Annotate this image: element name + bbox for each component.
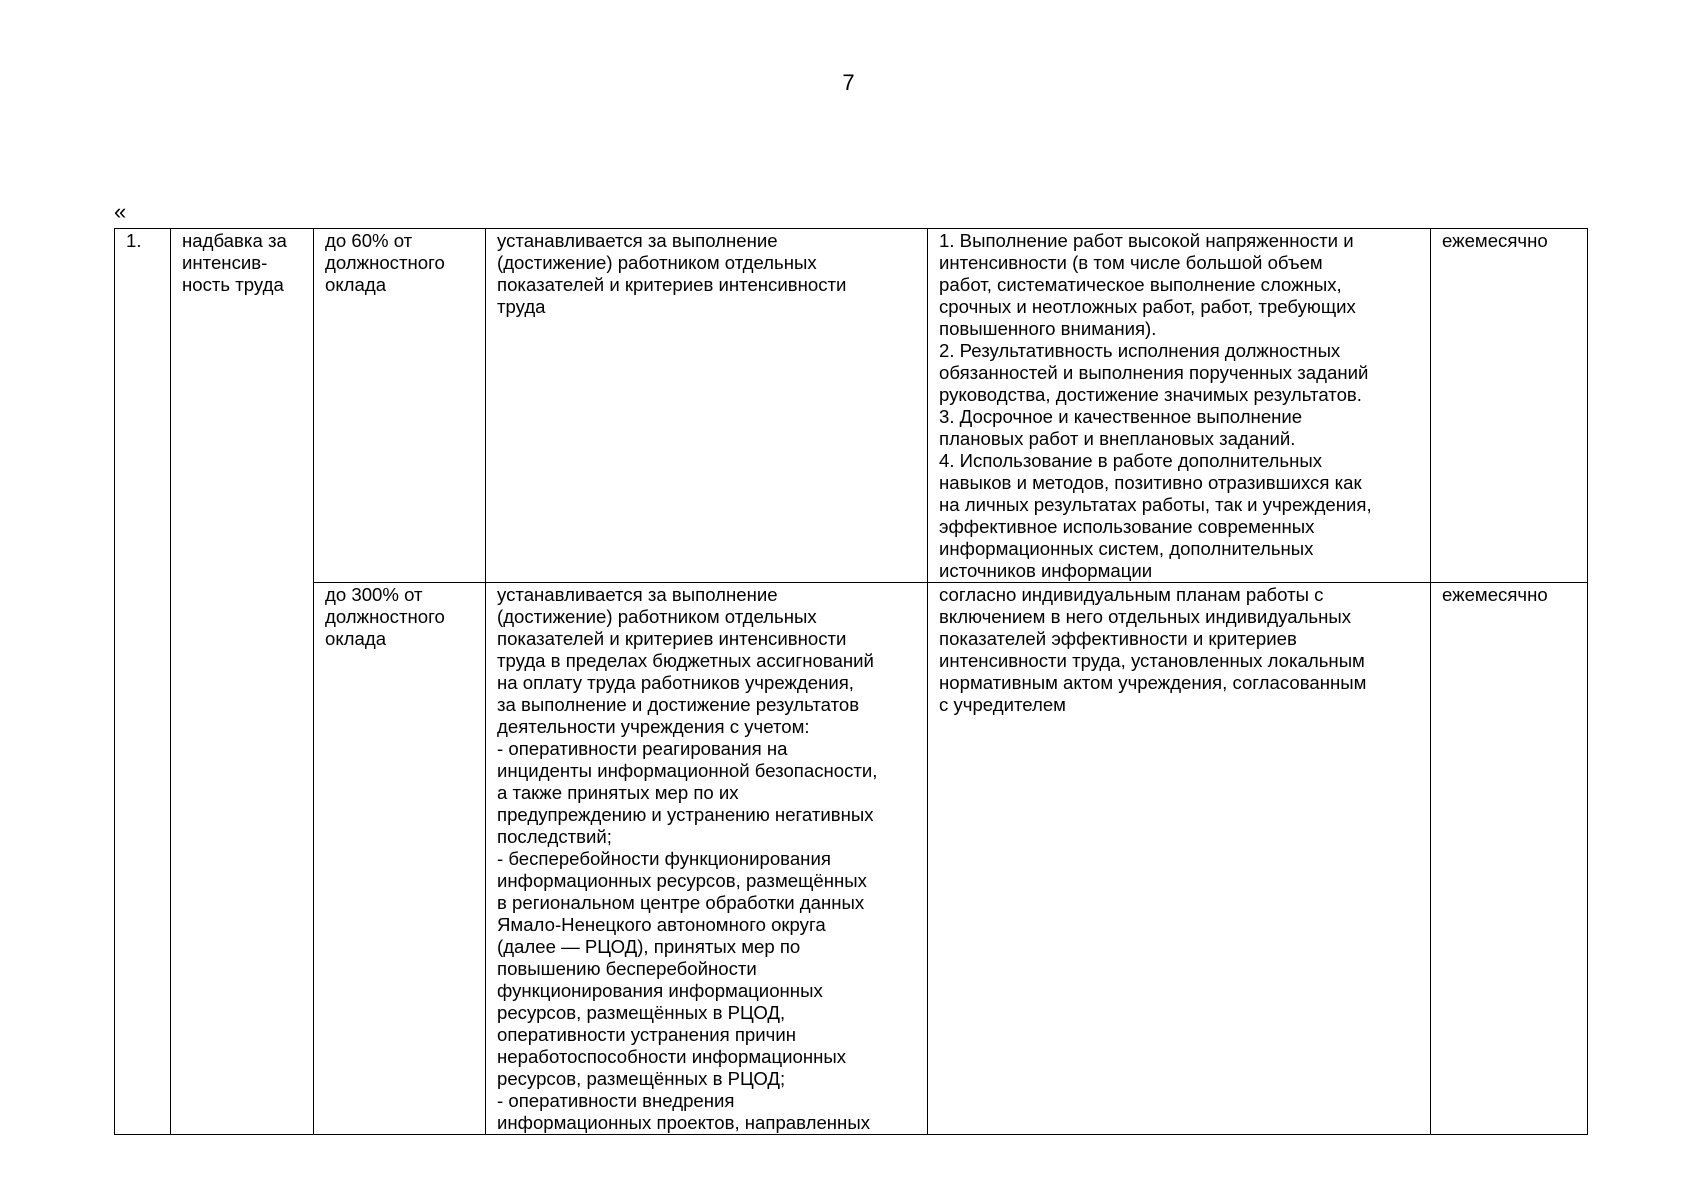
frequency-text: ежемесячно [1442,230,1548,251]
criteria-cell [928,229,1431,583]
row-number: 1. [126,230,142,251]
row-number-cell [115,229,171,1135]
allowance-table [114,228,1588,1135]
amount-text: до 300% от должностного оклада [325,584,445,649]
frequency-cell [1431,583,1588,1135]
amount-cell [314,583,486,1135]
allowance-name-cell [171,229,314,1135]
page-number: 7 [842,70,855,95]
amount-text: до 60% от должностного оклада [325,230,445,295]
criteria-cell [928,583,1431,1135]
table-row [115,583,1588,1135]
basis-cell [486,583,928,1135]
frequency-text: ежемесячно [1442,584,1548,605]
criteria-text: 1. Выполнение работ высокой напряженности и интенсивности (в том числе большой объем работ, систематическое выполнение сложных, срочных и неотложных работ, работ, требующих повышенного внимания). 2. Результативность исполнения должностных обязанностей и выполнения порученных заданий руководства, достижение значимых результатов. 3. Досрочное и качественное выполнение плановых работ и внеплановых заданий. 4. Использование в работе дополнительных навыков и методов, позитивно отразившихся как на личных результатах работы, так и учреждения, эффективное использование современных информационных систем, дополнительных источников информации [939,230,1372,581]
table-row [115,229,1588,583]
basis-cell [486,229,928,583]
frequency-cell [1431,229,1588,583]
basis-text: устанавливается за выполнение (достижение) работником отдельных показателей и критериев интенсивности труда в пределах бюджетных ассигнований на оплату труда работников учреждения, за выполнение и достижение результатов деятельности учреждения с учетом: - оперативности реагирования на инциденты информационной безопасности, а также принятых мер по их предупреждению и устранению негативных последствий; - бесперебойности функционирования информационных ресурсов, размещённых в региональном центре обработки данных Ямало-Ненецкого автономного округа (далее — РЦОД), принятых мер по повышению бесперебойности функционирования информационных ресурсов, размещённых в РЦОД, оперативности устранения причин неработоспособности информационных ресурсов, размещённых в РЦОД; - оперативности внедрения информационных проектов, направленных [497,584,878,1133]
criteria-text: согласно индивидуальным планам работы с включением в него отдельных индивидуальных показателей эффективности и критериев интенсивности труда, установленных локальным нормативным актом учреждения, согласованным с учредителем [939,584,1367,715]
allowance-name: надбавка за интенсив- ность труда [182,230,287,295]
basis-text: устанавливается за выполнение (достижение) работником отдельных показателей и критериев интенсивности труда [497,230,847,317]
opening-quote-mark: « [114,199,127,224]
amount-cell [314,229,486,583]
